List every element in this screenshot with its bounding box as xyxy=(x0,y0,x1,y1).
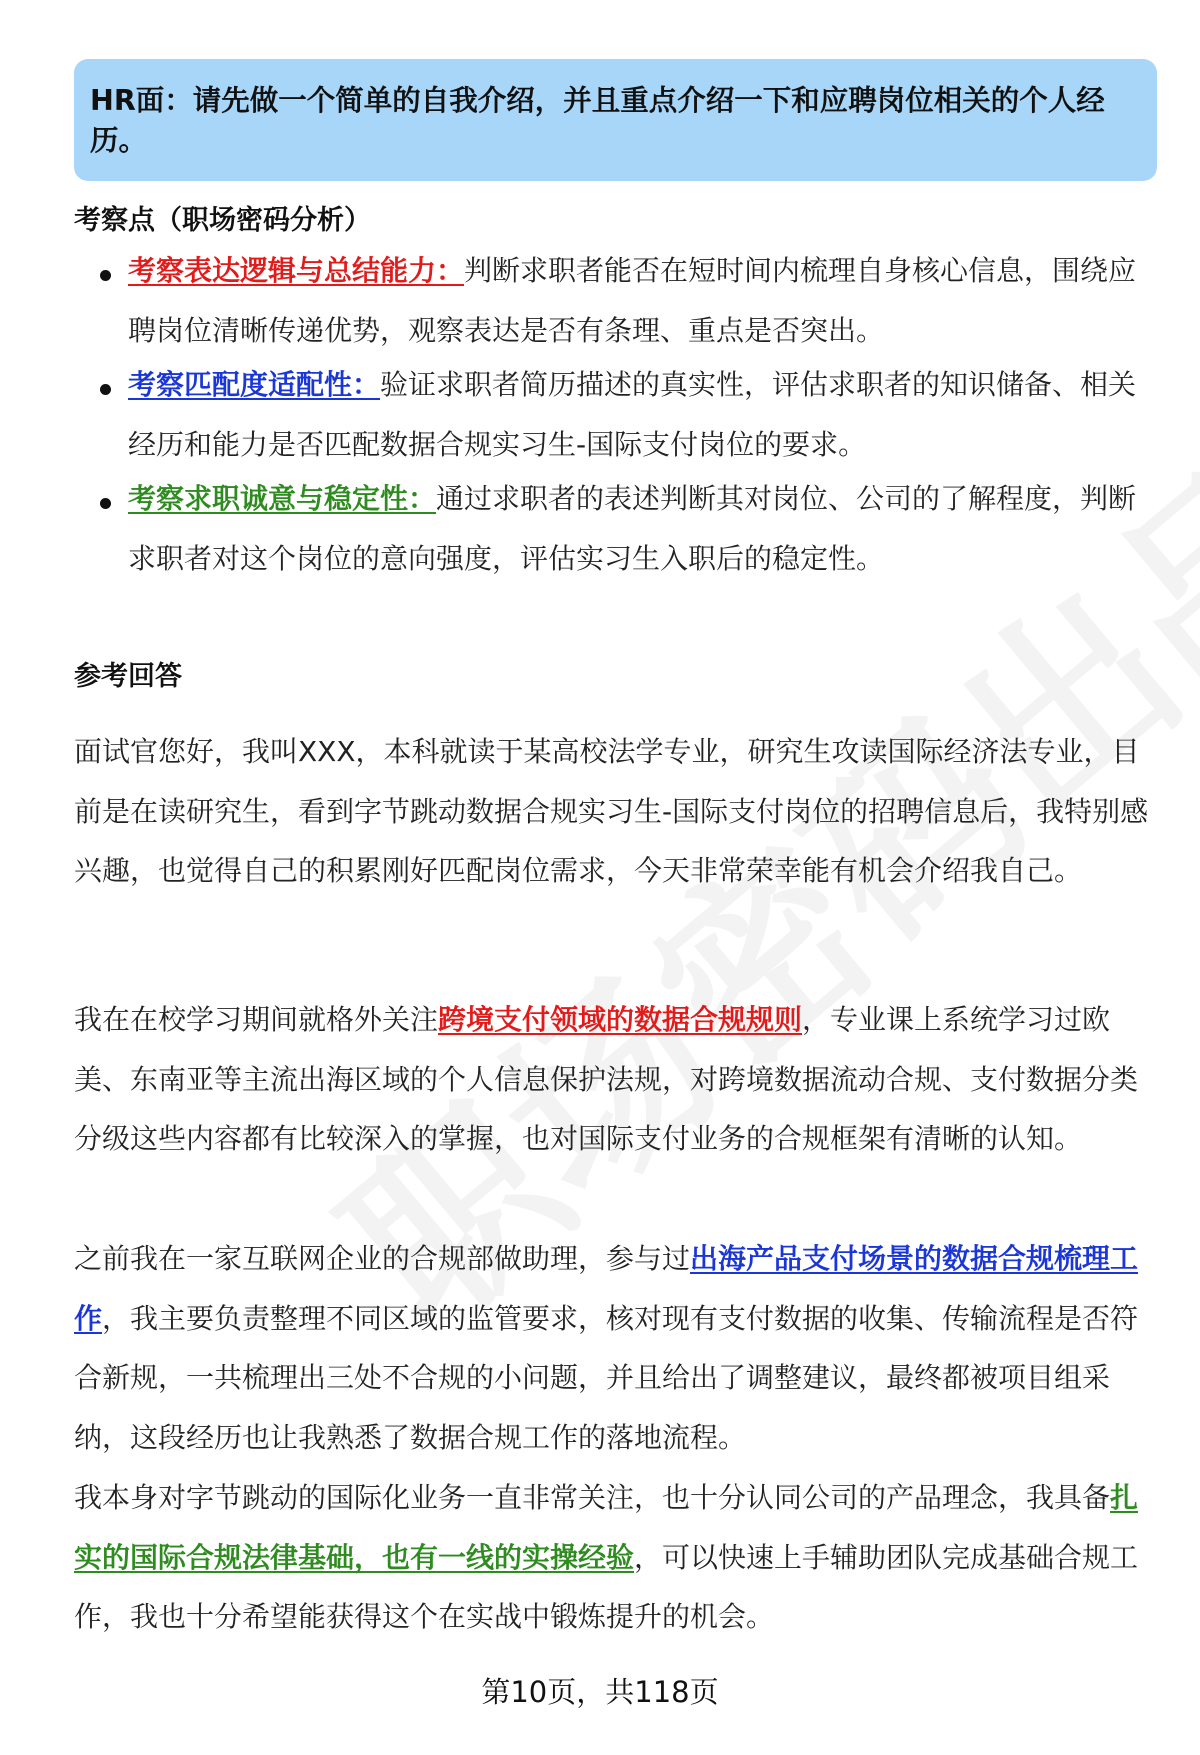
point-key: 考察表达逻辑与总结能力： xyxy=(128,254,465,287)
point-text: 判断求职者能否在短时间内梳理自身核心信息，围绕应聘岗位清晰传递优势，观察表达是否有条理、重点是否突出。 xyxy=(128,254,1137,347)
question-text: HR面：请先做一个简单的自我介绍，并且重点介绍一下和应聘岗位相关的个人经历。 xyxy=(90,84,1105,157)
list-item xyxy=(100,469,1150,589)
highlight-text: 跨境支付领域的数据合规规则 xyxy=(438,1003,803,1036)
point-key: 考察求职诚意与稳定性： xyxy=(128,482,437,515)
analysis-heading: 考察点（职场密码分析） xyxy=(74,205,371,236)
answer-paragraph-4 xyxy=(74,1468,1154,1647)
answer-paragraph-3 xyxy=(74,1229,1154,1467)
paragraph-text: 我本身对字节跳动的国际化业务一直非常关注，也十分认同公司的产品理念，我具备 xyxy=(74,1481,1111,1514)
analysis-points-list xyxy=(100,254,1150,589)
page-number: 第10页，共118页 xyxy=(481,1675,719,1709)
highlight-text: 扎实的国际合规法律基础，也有一线的实操经验 xyxy=(74,1481,1139,1574)
point-text: 验证求职者简历描述的真实性，评估求职者的知识储备、相关经历和能力是否匹配数据合规实习生-国际支付岗位的要求。 xyxy=(128,368,1137,461)
paragraph-text: 之前我在一家互联网企业的合规部做助理，参与过 xyxy=(74,1242,691,1275)
point-key: 考察匹配度适配性： xyxy=(128,368,381,401)
answer-paragraph-2 xyxy=(74,990,1154,1169)
paragraph-text: ，专业课上系统学习过欧美、东南亚等主流出海区域的个人信息保护法规，对跨境数据流动合规、支付数据分类分级这些内容都有比较深入的掌握，也对国际支付业务的合规框架有清晰的认知。 xyxy=(74,1003,1139,1155)
list-item xyxy=(100,241,1150,361)
point-text: 通过求职者的表述判断其对岗位、公司的了解程度，判断求职者对这个岗位的意向强度，评估实习生入职后的稳定性。 xyxy=(128,482,1137,575)
paragraph-text: 我在在校学习期间就格外关注 xyxy=(74,1003,439,1036)
question-box xyxy=(74,59,1157,181)
highlight-text: 出海产品支付场景的数据合规梳理工作 xyxy=(74,1242,1139,1335)
answer-heading: 参考回答 xyxy=(74,661,182,692)
bullet-icon xyxy=(100,270,111,281)
paragraph-text: ，我主要负责整理不同区域的监管要求，核对现有支付数据的收集、传输流程是否符合新规，一共梳理出三处不合规的小问题，并且给出了调整建议，最终都被项目组采纳，这段经历也让我熟悉了数据合规工作的落地流程。 xyxy=(74,1301,1139,1454)
bullet-icon xyxy=(100,498,111,509)
list-item xyxy=(100,355,1150,475)
answer-paragraph-1: 面试官您好，我叫XXX，本科就读于某高校法学专业，研究生攻读国际经济法专业，目前是在读研究生，看到字节跳动数据合规实习生-国际支付岗位的招聘信息后，我特别感兴趣，也觉得自己的积累刚好匹配岗位需求，今天非常荣幸能有机会介绍我自己。 xyxy=(74,735,1149,887)
bullet-icon xyxy=(100,384,111,395)
paragraph-text: ，可以快速上手辅助团队完成基础合规工作，我也十分希望能获得这个在实战中锻炼提升的机会。 xyxy=(74,1540,1139,1633)
